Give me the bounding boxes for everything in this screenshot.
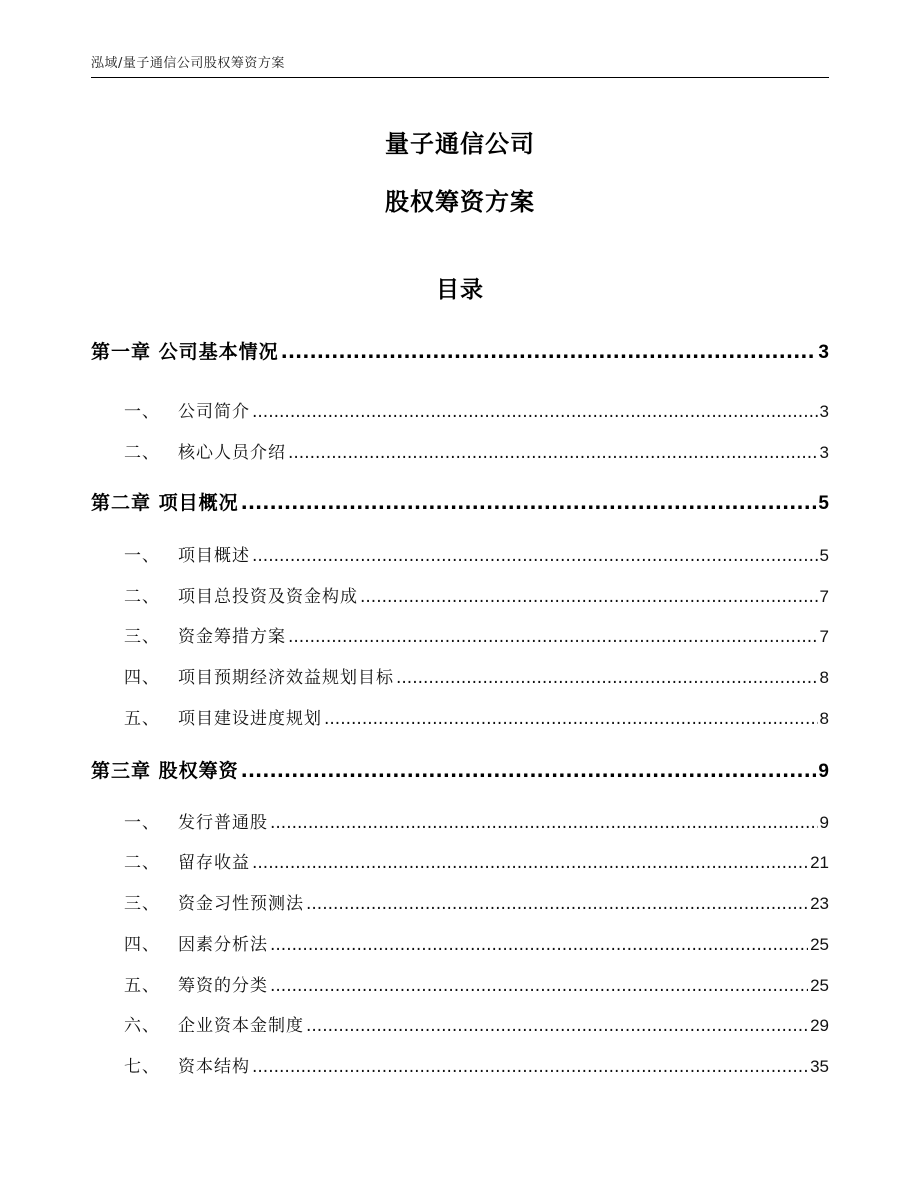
toc-entry-text: 因素分析法 (178, 935, 268, 955)
toc-dot-leader (360, 587, 818, 607)
toc-page-number: 8 (819, 668, 829, 687)
toc-entry-text: 第二章 项目概况 (91, 492, 239, 514)
toc-entry-number: 二、 (124, 853, 160, 873)
toc-section-entry[interactable] (91, 889, 829, 914)
toc-entry-label (91, 488, 239, 515)
toc-dot-leader (288, 627, 818, 647)
toc-chapter-entry[interactable] (91, 488, 829, 515)
toc-section-entry[interactable] (91, 582, 829, 607)
toc-entry-label (91, 756, 239, 783)
toc-entry-number: 一、 (124, 546, 160, 566)
toc-page-number: 35 (810, 1057, 829, 1076)
toc-dot-leader (324, 709, 818, 729)
toc-entry-number: 二、 (124, 443, 160, 463)
toc-entry-text: 核心人员介绍 (178, 443, 286, 463)
toc-dot-leader (252, 853, 808, 873)
toc-chapter-entry[interactable] (91, 756, 829, 783)
toc-entry-label (124, 438, 286, 463)
document-title-line-1: 量子通信公司 (385, 130, 535, 158)
toc-page-number: 29 (810, 1016, 829, 1035)
toc-dot-leader (270, 976, 808, 996)
toc-entry-label (124, 663, 394, 688)
toc-page-number: 9 (819, 813, 829, 832)
toc-entry-label (124, 889, 304, 914)
toc-entry-label (124, 582, 358, 607)
toc-chapter-entry[interactable] (91, 337, 829, 364)
toc-page-number: 23 (810, 894, 829, 913)
toc-section-entry[interactable] (91, 930, 829, 955)
toc-entry-text: 项目总投资及资金构成 (178, 587, 358, 607)
document-title-line-2: 股权筹资方案 (385, 188, 535, 216)
toc-heading: 目录 (436, 277, 484, 303)
toc-entry-label (124, 397, 250, 422)
toc-dot-leader (270, 813, 818, 833)
toc-dot-leader (288, 443, 818, 463)
toc-dot-leader (241, 492, 817, 514)
toc-entry-label (124, 1011, 304, 1036)
toc-entry-text: 项目预期经济效益规划目标 (178, 668, 394, 688)
toc-dot-leader (241, 760, 817, 782)
toc-entry-text: 筹资的分类 (178, 976, 268, 996)
toc-dot-leader (306, 1016, 808, 1036)
running-header: 泓域/量子通信公司股权筹资方案 (91, 56, 285, 71)
toc-dot-leader (252, 1057, 808, 1077)
toc-page-number: 25 (810, 976, 829, 995)
toc-entry-text: 第一章 公司基本情况 (91, 341, 279, 363)
toc-entry-label (124, 1052, 250, 1077)
toc-entry-number: 三、 (124, 894, 160, 914)
toc-section-entry[interactable] (91, 1011, 829, 1036)
toc-page-number: 7 (819, 627, 829, 646)
toc-entry-text: 发行普通股 (178, 813, 268, 833)
toc-dot-leader (252, 402, 818, 422)
toc-entry-number: 三、 (124, 627, 160, 647)
toc-entry-number: 二、 (124, 587, 160, 607)
toc-entry-label (124, 622, 286, 647)
toc-page-number: 21 (810, 853, 829, 872)
toc-entry-number: 四、 (124, 935, 160, 955)
toc-page-number: 3 (818, 342, 829, 363)
toc-entry-text: 资金筹措方案 (178, 627, 286, 647)
toc-entry-label (124, 704, 322, 729)
toc-entry-text: 资本结构 (178, 1057, 250, 1077)
header-rule (91, 77, 829, 78)
toc-section-entry[interactable] (91, 971, 829, 996)
toc-entry-label (124, 971, 268, 996)
toc-entry-label (124, 930, 268, 955)
toc-entry-label (91, 337, 279, 364)
toc-entry-text: 项目概述 (178, 546, 250, 566)
toc-entry-text: 留存收益 (178, 853, 250, 873)
toc-entry-label (124, 541, 250, 566)
toc-page-number: 8 (819, 709, 829, 728)
toc-dot-leader (270, 935, 808, 955)
toc-entry-text: 企业资本金制度 (178, 1016, 304, 1036)
toc-page-number: 9 (818, 761, 829, 782)
toc-entry-number: 五、 (124, 709, 160, 729)
toc-page-number: 5 (819, 546, 829, 565)
toc-entry-number: 四、 (124, 668, 160, 688)
toc-page-number: 7 (819, 587, 829, 606)
toc-section-entry[interactable] (91, 1052, 829, 1077)
toc-entry-number: 五、 (124, 976, 160, 996)
toc-page-number: 25 (810, 935, 829, 954)
toc-entry-number: 七、 (124, 1057, 160, 1077)
toc-section-entry[interactable] (91, 622, 829, 647)
toc-entry-text: 资金习性预测法 (178, 894, 304, 914)
toc-page-number: 5 (818, 493, 829, 514)
toc-section-entry[interactable] (91, 438, 829, 463)
toc-entry-label (124, 848, 250, 873)
toc-entry-label (124, 808, 268, 833)
toc-entry-text: 第三章 股权筹资 (91, 760, 239, 782)
toc-entry-number: 六、 (124, 1016, 160, 1036)
toc-entry-text: 项目建设进度规划 (178, 709, 322, 729)
toc-entry-number: 一、 (124, 402, 160, 422)
toc-section-entry[interactable] (91, 808, 829, 833)
toc-dot-leader (306, 894, 808, 914)
toc-dot-leader (396, 668, 818, 688)
toc-entry-text: 公司简介 (178, 402, 250, 422)
toc-section-entry[interactable] (91, 848, 829, 873)
toc-section-entry[interactable] (91, 541, 829, 566)
toc-section-entry[interactable] (91, 663, 829, 688)
toc-section-entry[interactable] (91, 397, 829, 422)
toc-section-entry[interactable] (91, 704, 829, 729)
toc-dot-leader (281, 341, 817, 363)
toc-page-number: 3 (819, 402, 829, 421)
toc-dot-leader (252, 546, 818, 566)
toc-page-number: 3 (819, 443, 829, 462)
toc-entry-number: 一、 (124, 813, 160, 833)
